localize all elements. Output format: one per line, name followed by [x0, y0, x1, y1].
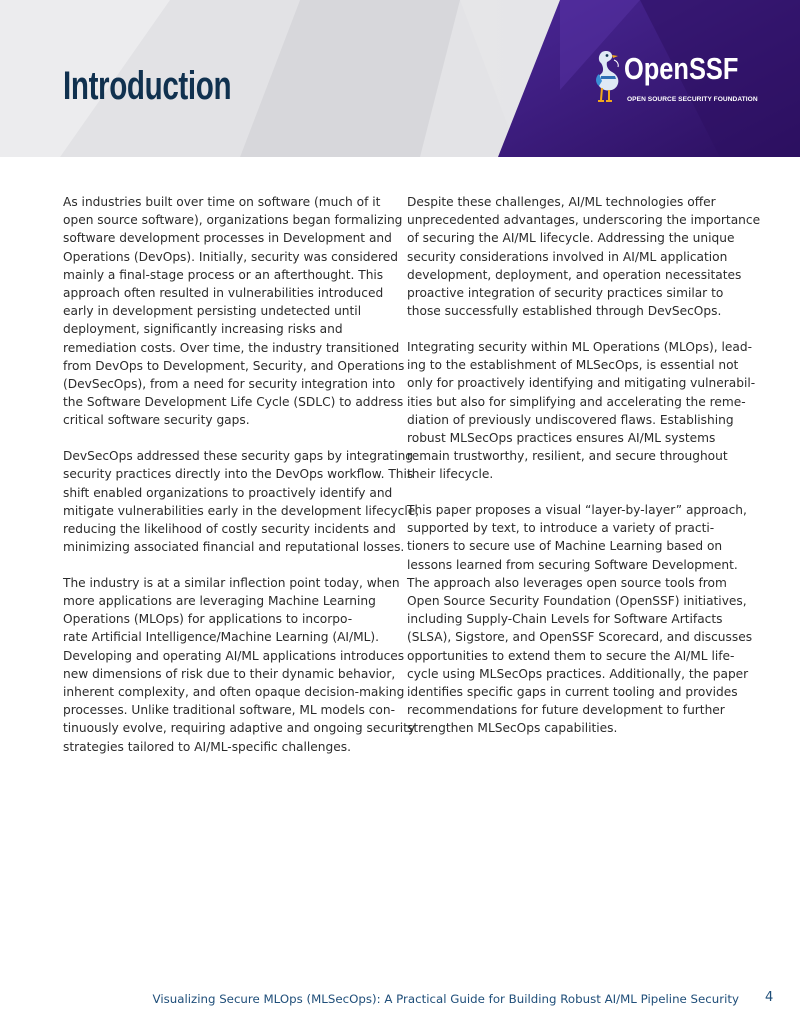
paragraph — [63, 574, 416, 756]
text-line: recommendations for future development to further — [407, 703, 725, 718]
page-number: 4 — [765, 990, 774, 1005]
text-line: Despite these challenges, AI/ML technologies offer — [407, 195, 716, 209]
logo-tagline: OPEN SOURCE SECURITY FOUNDATION — [627, 96, 758, 103]
text-line: diation of previously undiscovered flaws. Establishing — [407, 412, 734, 427]
text-line: As industries built over time on software (much of it — [63, 195, 381, 209]
text-line: mitigate vulnerabilities early in the development lifecycle, — [63, 503, 420, 518]
text-line: cycle using MLSecOps practices. Additionally, the paper — [407, 666, 749, 681]
openssf-logo — [590, 48, 758, 110]
text-line: minimizing associated financial and reputational losses. — [63, 540, 405, 555]
text-line: of securing the AI/ML lifecycle. Addressing the unique — [407, 231, 735, 246]
text-line: supported by text, to introduce a variety of practi- — [407, 521, 715, 536]
text-line: mainly a final-stage process or an afterthought. This — [63, 267, 384, 282]
text-line: ities but also for simplifying and accelerating the reme- — [407, 394, 746, 409]
text-line: This paper proposes a visual “layer-by-layer” approach, — [407, 503, 747, 518]
text-line: identifies specific gaps in current tooling and provides — [407, 685, 738, 700]
goose-mascot-icon — [590, 48, 624, 106]
text-line: more applications are leveraging Machine Learning — [63, 594, 376, 609]
text-line: those successfully established through DevSecOps. — [407, 304, 722, 319]
text-line: inherent complexity, and often opaque decision-making — [63, 685, 405, 700]
text-line: Integrating security within ML Operations (MLOps), lead- — [407, 339, 753, 354]
text-line: The approach also leverages open source tools from — [407, 575, 727, 590]
text-line: deployment, significantly increasing risks and — [63, 322, 343, 337]
paragraph — [63, 447, 420, 556]
text-line: security practices directly into the DevOps workflow. This — [63, 467, 414, 482]
text-line: tinuously evolve, requiring adaptive and ongoing security — [63, 721, 416, 736]
text-line: their lifecycle. — [407, 467, 494, 482]
paragraph — [407, 501, 753, 738]
text-line: Operations (MLOps) for applications to incorpo- — [63, 612, 353, 627]
page-header — [0, 0, 800, 157]
text-line: Operations (DevOps). Initially, security was considered — [63, 249, 399, 264]
text-line: proactive integration of security practices similar to — [407, 286, 724, 301]
page-title: Introduction — [63, 64, 232, 108]
text-line: remain trustworthy, resilient, and secure throughout — [407, 449, 728, 464]
text-line: Developing and operating AI/ML applications introduces — [63, 648, 405, 663]
text-line: from DevOps to Development, Security, and Operations — [63, 358, 405, 373]
text-line: including Supply-Chain Levels for Software Artifacts — [407, 612, 723, 627]
text-line: DevSecOps addressed these security gaps by integrating — [63, 449, 414, 464]
text-line: only for proactively identifying and mitigating vulnerabil- — [407, 376, 756, 391]
text-line: The industry is at a similar inflection point today, when — [63, 575, 400, 590]
text-line: reducing the likelihood of costly security incidents and — [63, 521, 396, 536]
text-line: (DevSecOps), from a need for security integration into — [63, 377, 396, 392]
text-line: strategies tailored to AI/ML-specific challenges. — [63, 739, 351, 754]
footer-document-title: Visualizing Secure MLOps (MLSecOps): A Practical Guide for Building Robust AI/ML Pipeline Security — [152, 992, 739, 1006]
text-line: shift enabled organizations to proactively identify and — [63, 485, 393, 500]
logo-wordmark: OpenSSF — [624, 51, 739, 86]
text-line: opportunities to extend them to secure the AI/ML life- — [407, 648, 735, 663]
text-line: strengthen MLSecOps capabilities. — [407, 721, 618, 736]
text-line: software development processes in Development and — [63, 231, 392, 246]
text-line: remediation costs. Over time, the industry transitioned — [63, 340, 400, 355]
text-line: tioners to secure use of Machine Learning based on — [407, 539, 723, 554]
text-line: processes. Unlike traditional software, ML models con- — [63, 703, 396, 718]
text-line: ing to the establishment of MLSecOps, is essential not — [407, 358, 739, 373]
text-line: development, deployment, and operation necessitates — [407, 267, 742, 282]
text-line: (SLSA), Sigstore, and OpenSSF Scorecard, and discusses — [407, 630, 753, 645]
text-line: security considerations involved in AI/ML application — [407, 249, 728, 264]
text-line: new dimensions of risk due to their dynamic behavior, — [63, 666, 396, 681]
paragraph — [63, 193, 405, 430]
text-line: open source software), organizations began formalizing — [63, 213, 403, 228]
paragraph — [407, 193, 761, 320]
text-line: rate Artificial Intelligence/Machine Learning (AI/ML). — [63, 630, 380, 645]
text-line: early in development persisting undetected until — [63, 304, 362, 319]
text-line: approach often resulted in vulnerabilities introduced — [63, 286, 384, 301]
text-line: lessons learned from securing Software Development. — [407, 557, 738, 572]
left-column — [63, 193, 420, 773]
text-line: Open Source Security Foundation (OpenSSF) initiatives, — [407, 594, 747, 609]
paragraph — [407, 338, 756, 484]
text-line: robust MLSecOps practices ensures AI/ML systems — [407, 430, 716, 445]
right-column — [407, 193, 761, 755]
text-line: the Software Development Life Cycle (SDLC) to address — [63, 395, 404, 410]
text-line: critical software security gaps. — [63, 413, 250, 428]
text-line: unprecedented advantages, underscoring the importance — [407, 213, 761, 228]
